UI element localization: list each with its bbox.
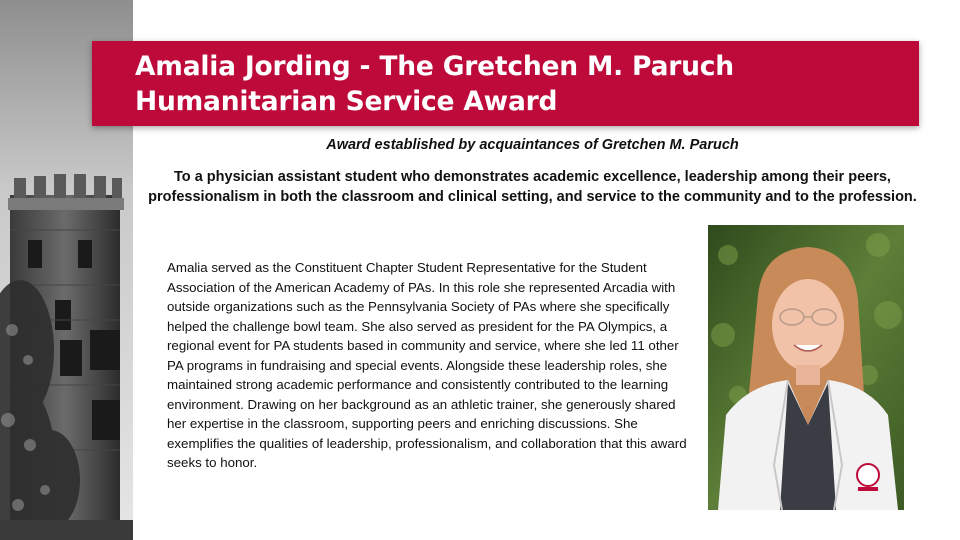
page-title-line-2: Humanitarian Service Award [135,86,558,117]
award-subtitle: Award established by acquaintances of Gretchen M. Paruch [326,137,739,153]
award-criteria: To a physician assistant student who demonstrates academic excellence, leadership among their peers, professionalism in both the classroom and clinical setting, and service to the community and to the profession. [148,169,917,205]
page-title-line-1: Amalia Jording - The Gretchen M. Paruch [135,51,734,82]
recipient-bio: Amalia served as the Constituent Chapter Student Representative for the Student Association of the American Academy of PAs. In this role she represented Arcadia with outside organizations such as the Pennsylvania Society of PAs where she specifically helped the challenge bowl team. She also served as president for the PA Olympics, a regional event for PA students based in community and service, where she led 11 other PA programs in fundraising and special events. Alongside these leadership roles, she maintained strong academic performance and consistently contributed to the learning environment. Drawing on her background as an athletic trainer, she generously shared her expertise in the classroom, supporting peers and enriching discussions. She exemplifies the qualities of leadership, professionalism, and collaboration that this award seeks to honor. [167,260,687,470]
portrait-photo [708,225,904,510]
portrait-illustration [708,225,904,510]
title-banner [92,41,919,126]
